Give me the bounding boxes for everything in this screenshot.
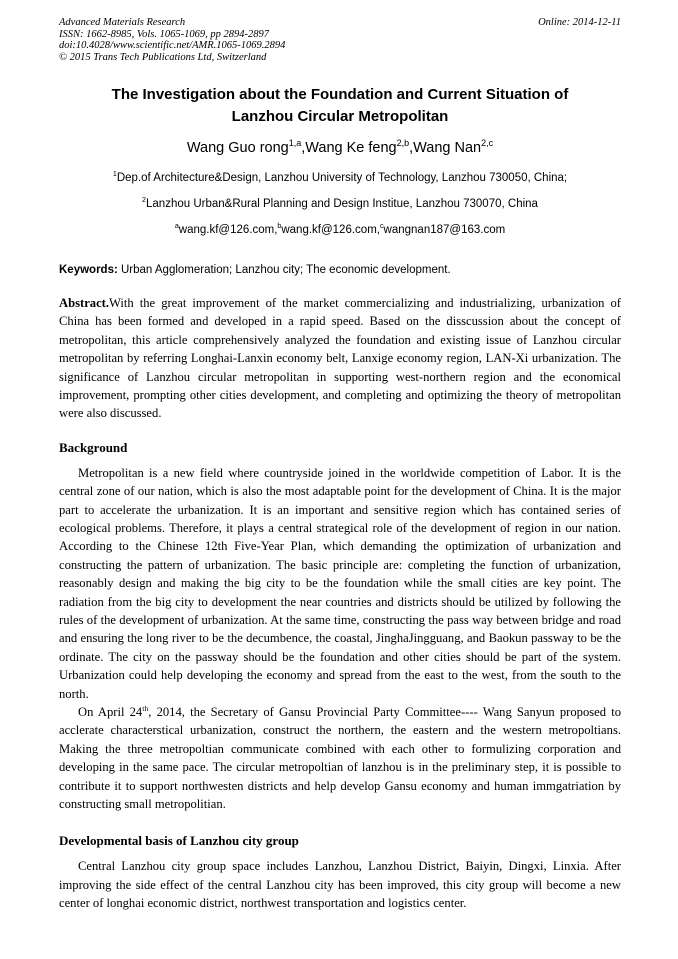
keywords-text: Urban Agglomeration; Lanzhou city; The economic development. — [117, 263, 451, 276]
email-address: wang.kf@126.com, — [281, 223, 380, 236]
affiliation-line-2 — [59, 198, 621, 211]
paragraph-text: , 2014, the Secretary of Gansu Provincial Party Committee---- Wang Sanyun proposed to acclerate characterstical urbanization, construct the northern, the eastern and the western metropoltians. Making the three metropoltian communicate combined with each other to formulizing corporation and developing in the same pace. The circular metropoltian of lanzhou is in the preliminary step, it is possible to contribute it to support northwesten districts and help develop Gansu economy and human immgatriation by constructing small metropolitian. — [59, 705, 621, 812]
author-superscript: 2,b — [396, 138, 410, 149]
affiliation-superscript: 1 — [112, 170, 117, 179]
author-superscript: 2,c — [481, 138, 494, 149]
emails-line — [59, 224, 621, 237]
affiliation-superscript: 2 — [142, 196, 147, 205]
abstract-text: With the great improvement of the market commercializing and industrializing, urbanization of China has been formed and developed in a rapid speed. Based on the disscussion about the concept of metropolitan, this article comprehensively analyzed the foundation and existing issue of Lanzhou circular metropolitan by referring Longhai-Lanxin economy belt, Lanxige economy region, LAN-Xi urbanization. The significance of Lanzhou circular metropolitan in supporting west-northern region and the economical improvement, prompting other cities development, and completing and optimizing the theory of metropolitan were also discussed. — [59, 295, 621, 421]
keywords-label: Keywords: — [59, 263, 118, 276]
paragraph-text: Metropolitan is a new field where countryside joined in the worldwide competition of Labor. It is the central zone of our nation, which is also the most adaptable point for the development of China. It is the major part to accelerate the urbanization. It is an important and sensitive region which has contained series of ecological problems. Therefore, it plays a central strategical role of the development of region in our nation. According to the Chinese 12th Five-Year Plan, which demanding the optimization of urbanization and constructing the pattern of urbanization. The basic principle are: completing the function of urbanization, reasonably design and making the big city to be the foundation while the small cities are key point. The radiation from the big city to development the near countries and districts should be utilized by following the rules of the development of urbanization. At the same time, constructing the pass way between bridge and road and ensuring the long river to be the decumbence, the coastal, JinghaJingguang, and Baokun passway to be the ordinate. The city on the passway should be the foundation and other cities should be part of the system. Urbanization could help developing the economy and spread from the east to the west, from the south to the north. — [59, 465, 621, 701]
body-paragraph — [59, 703, 621, 813]
email-superscript: b — [277, 222, 282, 231]
email-superscript: c — [379, 222, 384, 231]
journal-header — [59, 17, 621, 63]
abstract-paragraph — [59, 294, 621, 423]
author-name: Wang Guo rong — [186, 140, 289, 157]
section-heading-developmental-basis: Developmental basis of Lanzhou city group — [59, 833, 299, 849]
section-heading-background: Background — [59, 439, 128, 455]
article-title: The Investigation about the Foundation and Current Situation of Lanzhou Circular Metropolitan — [111, 86, 569, 125]
author-name: ,Wang Ke feng — [301, 140, 397, 157]
body-paragraph — [59, 857, 621, 912]
author-name: ,Wang Nan — [409, 140, 482, 157]
affiliation-line-1 — [59, 172, 621, 185]
email-address: wangnan187@163.com — [383, 223, 506, 236]
ordinal-superscript: th — [142, 703, 149, 713]
email-address: wang.kf@126.com, — [178, 223, 278, 236]
affiliation-text: Dep.of Architecture&Design, Lanzhou University of Technology, Lanzhou 730050, China; — [116, 171, 568, 184]
author-superscript: 1,a — [288, 138, 302, 149]
journal-issn-line: ISSN: 1662-8985, Vols. 1065-1069, pp 2894-2897 — [59, 28, 269, 40]
journal-doi-line: doi:10.4028/www.scientific.net/AMR.1065-1069.2894 — [59, 40, 286, 52]
journal-name: Advanced Materials Research — [59, 17, 186, 28]
journal-copyright-line: © 2015 Trans Tech Publications Ltd, Switzerland — [59, 51, 267, 63]
paragraph-text: On April 24 — [78, 705, 143, 719]
authors-line — [59, 139, 621, 158]
email-superscript: a — [174, 222, 179, 231]
online-date: Online: 2014-12-11 — [538, 17, 621, 28]
paragraph-text: Central Lanzhou city group space includes Lanzhou, Lanzhou District, Baiyin, Dingxi, Linxia. After improving the side effect of the central Lanzhou city has been improved, this city group will become a new center of longhai economic district, northwest transportation and logistics center. — [59, 859, 621, 911]
abstract-label: Abstract. — [59, 295, 110, 310]
keywords-line — [59, 263, 621, 277]
journal-header-left — [59, 17, 285, 63]
body-paragraph — [59, 464, 621, 703]
affiliation-text: Lanzhou Urban&Rural Planning and Design Institue, Lanzhou 730070, China — [146, 198, 538, 211]
